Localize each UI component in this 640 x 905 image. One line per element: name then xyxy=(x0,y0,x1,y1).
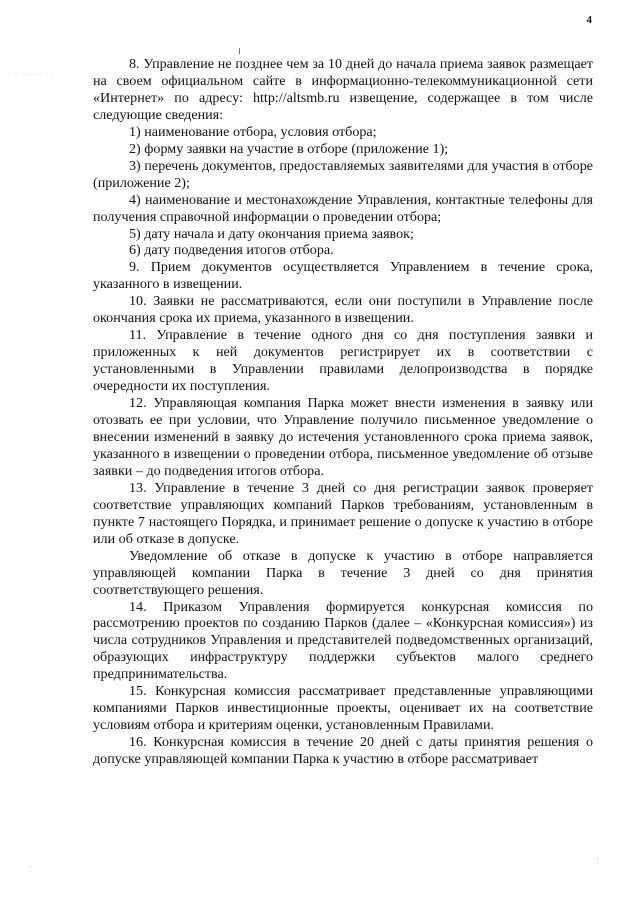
paragraph-9: 9. Прием документов осуществляется Управлением в течение срока, указанного в извещении. xyxy=(93,259,593,293)
page-number: 4 xyxy=(586,14,592,26)
list-item-6: 6) дату подведения итогов отбора. xyxy=(129,242,334,259)
paragraph-12: 12. Управляющая компания Парка может внести изменения в заявку или отозвать ее при условии, что Управление получило письменное уведомление о внесении изменений в заявку до истечения установленного срока приема заявок, указанного в извещении о проведении отбора, письменное уведомление об отзыве заявки – до подведения итогов отбора. xyxy=(93,395,593,479)
paragraph-16: 16. Конкурсная комиссия в течение 20 дней с даты принятия решения о допуске управляющей компании Парка к участию в отборе рассматривает xyxy=(93,734,593,768)
paragraph-11: 11. Управление в течение одного дня со дня поступления заявки и приложенных к ней документов регистрирует их в соответствии с установленными в Управлении правилами делопроизводства в порядке очередности их поступления. xyxy=(93,327,593,395)
list-item-5: 5) дату начала и дату окончания приема заявок; xyxy=(129,225,414,242)
scan-mark xyxy=(239,48,240,54)
list-item-4: 4) наименование и местонахождение Управления, контактные телефоны для получения справочной информации о проведении отбора; xyxy=(93,191,593,225)
paragraph-14: 14. Приказом Управления формируется конкурсная комиссия по рассмотрению проектов по созданию Парков (далее – «Конкурсная комиссия») из числа сотрудников Управления и представителей подведомственных организаций, образующих инфраструктуру поддержки субъектов малого среднего предпринимательства. xyxy=(93,598,593,683)
paragraph-13: 13. Управление в течение 3 дней со дня регистрации заявок проверяет соответствие управляющих компаний Парков требованиям, установленным в пункте 7 настоящего Порядка, и принимает решение о допуске к участию в отборе или об отказе в допуске. xyxy=(93,479,593,547)
margin-note: · ·· ······· · · xyxy=(8,72,54,78)
scan-speck xyxy=(30,866,31,867)
list-item-2: 2) форму заявки на участие в отборе (приложение 1); xyxy=(129,140,449,157)
list-item-1: 1) наименование отбора, условия отбора; xyxy=(129,123,377,140)
paragraph-8: 8. Управление не позднее чем за 10 дней до начала приема заявок размещает на своем официальном сайте в информационно-телекоммуникационной сети «Интернет» по адресу: http://altsmb.ru извещение, содержащее в том числе следующие сведения: xyxy=(93,56,593,123)
document-body xyxy=(93,56,593,768)
paragraph-13-notice: Уведомление об отказе в допуске к участию в отборе направляется управляющей компании Парка в течение 3 дней со дня принятия соответствующего решения. xyxy=(93,547,593,598)
paragraph-15: 15. Конкурсная комиссия рассматривает представленные управляющими компаниями Парков инвестиционные проекты, оценивает их на соответствие условиям отбора и критериям оценки, установленным Правилами. xyxy=(93,683,593,734)
scan-speck xyxy=(597,858,598,859)
paragraph-10: 10. Заявки не рассматриваются, если они поступили в Управление после окончания срока их приема, указанного в извещении. xyxy=(93,293,593,327)
list-item-3: 3) перечень документов, предоставляемых заявителями для участия в отборе (приложение 2); xyxy=(93,157,593,191)
